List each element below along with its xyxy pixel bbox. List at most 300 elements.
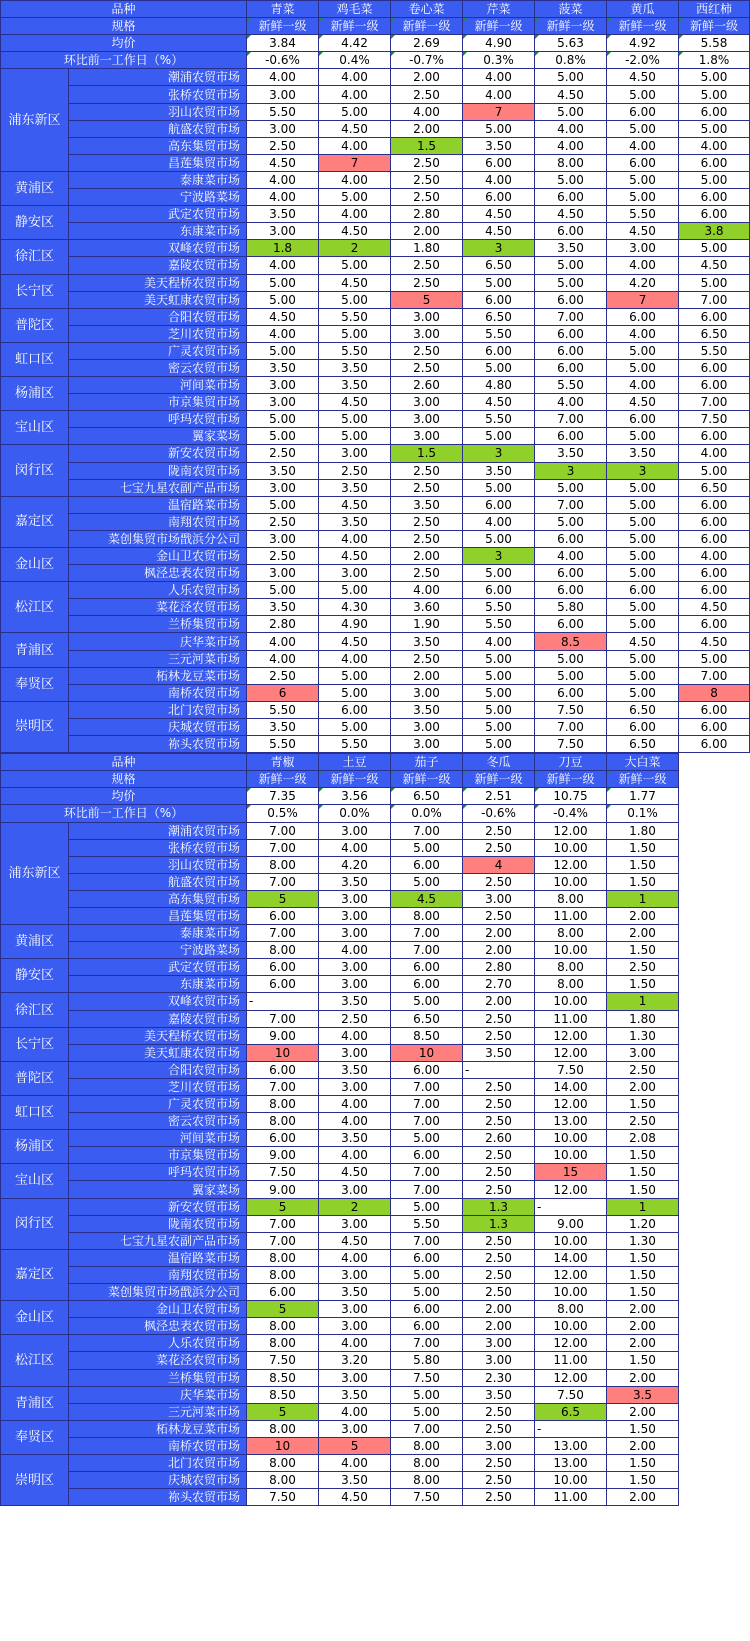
price-cell: 2.08 <box>607 1130 679 1147</box>
price-cell: 11.00 <box>535 1010 607 1027</box>
district-name: 松江区 <box>1 1335 69 1386</box>
market-name: 温宿路菜市场 <box>69 1249 247 1266</box>
price-cell: 2.50 <box>391 513 463 530</box>
price-cell-low: 1.5 <box>391 445 463 462</box>
price-cell: 1.50 <box>607 1164 679 1181</box>
price-cell: 2.70 <box>463 976 535 993</box>
district-name: 普陀区 <box>1 1061 69 1095</box>
market-name: 市京集贸市场 <box>69 394 247 411</box>
price-cell: 6.50 <box>679 479 750 496</box>
price-cell: 6.00 <box>535 582 607 599</box>
price-cell: 4.00 <box>535 394 607 411</box>
price-cell: 7.00 <box>391 925 463 942</box>
market-row <box>1 342 750 359</box>
price-cell: 3.00 <box>319 1420 391 1437</box>
price-cell-high: 6 <box>247 684 319 701</box>
price-cell: 4.80 <box>463 377 535 394</box>
price-cell: 3.00 <box>247 394 319 411</box>
market-row <box>1 377 750 394</box>
change-percent: -0.6% <box>247 52 319 69</box>
price-cell: 1.80 <box>391 240 463 257</box>
change-percent: 0.4% <box>319 52 391 69</box>
price-cell: 4.00 <box>535 120 607 137</box>
price-cell: 5.00 <box>535 69 607 86</box>
price-cell: 3.50 <box>463 1044 535 1061</box>
price-cell: 5.00 <box>463 684 535 701</box>
price-cell: 3.00 <box>247 86 319 103</box>
price-cell: 5.00 <box>607 565 679 582</box>
market-name: 嘉陵农贸市场 <box>69 257 247 274</box>
empty-cell <box>679 1181 750 1198</box>
empty-cell <box>679 1437 750 1454</box>
price-cell: 2.50 <box>607 959 679 976</box>
price-cell: 4.50 <box>319 1232 391 1249</box>
price-cell: 8.00 <box>247 1113 319 1130</box>
price-cell: 3.50 <box>463 137 535 154</box>
district-name: 虹口区 <box>1 1096 69 1130</box>
price-cell: 8.00 <box>247 1420 319 1437</box>
district-name: 浦东新区 <box>1 69 69 172</box>
district-name: 黄浦区 <box>1 925 69 959</box>
market-name: 芝川农贸市场 <box>69 325 247 342</box>
price-cell: 7.00 <box>391 1232 463 1249</box>
market-row <box>1 822 750 839</box>
price-cell: 2.00 <box>391 69 463 86</box>
price-cell: 2.50 <box>391 359 463 376</box>
district-name: 嘉定区 <box>1 1249 69 1300</box>
empty-cell <box>679 907 750 924</box>
market-row <box>1 565 750 582</box>
price-cell: 7.00 <box>391 1164 463 1181</box>
price-cell: 3.50 <box>247 599 319 616</box>
price-cell: 4.00 <box>247 171 319 188</box>
average-price: 4.42 <box>319 35 391 52</box>
variety-name: 菠菜 <box>535 1 607 18</box>
market-row <box>1 1044 750 1061</box>
price-cell: 5.00 <box>391 1403 463 1420</box>
price-cell: 11.00 <box>535 1352 607 1369</box>
price-cell: 3.50 <box>535 445 607 462</box>
price-cell: 3.00 <box>391 684 463 701</box>
market-name: 合阳农贸市场 <box>69 1061 247 1078</box>
price-cell: 8.00 <box>535 154 607 171</box>
price-cell-high: 10 <box>391 1044 463 1061</box>
market-name: 航盛农贸市场 <box>69 120 247 137</box>
market-row <box>1 1352 750 1369</box>
price-cell: 6.00 <box>247 907 319 924</box>
price-cell: 3.00 <box>247 565 319 582</box>
price-cell-high: 5 <box>391 291 463 308</box>
market-name: 南翔农贸市场 <box>69 1266 247 1283</box>
price-cell: 6.00 <box>247 959 319 976</box>
price-cell: 5.00 <box>607 530 679 547</box>
price-cell: 6.00 <box>679 582 750 599</box>
district-name: 长宁区 <box>1 274 69 308</box>
market-row <box>1 1420 750 1437</box>
market-row <box>1 1454 750 1471</box>
price-cell: 12.00 <box>535 1266 607 1283</box>
price-cell: 4.00 <box>535 137 607 154</box>
price-cell: 6.00 <box>679 565 750 582</box>
price-cell: 2.30 <box>463 1369 535 1386</box>
price-cell: 4.00 <box>247 257 319 274</box>
price-cell: 1.50 <box>607 873 679 890</box>
market-row <box>1 1113 750 1130</box>
price-cell: 5.00 <box>679 274 750 291</box>
price-cell: 5.00 <box>391 1130 463 1147</box>
price-cell: 4.00 <box>247 650 319 667</box>
price-cell-high: 7 <box>607 291 679 308</box>
price-cell: 5.00 <box>319 667 391 684</box>
price-cell: 6.00 <box>463 189 535 206</box>
price-cell: 3.50 <box>319 1472 391 1489</box>
price-cell: 1.50 <box>607 976 679 993</box>
market-name: 人乐农贸市场 <box>69 582 247 599</box>
price-cell: 4.00 <box>679 445 750 462</box>
price-cell: 4.20 <box>607 274 679 291</box>
market-row <box>1 479 750 496</box>
market-name: 宁波路菜场 <box>69 942 247 959</box>
price-cell: 8.00 <box>247 1096 319 1113</box>
price-cell: 6.00 <box>679 736 750 753</box>
spec-cell: 新鲜一级 <box>247 18 319 35</box>
price-cell: 9.00 <box>247 1147 319 1164</box>
market-row <box>1 496 750 513</box>
price-cell: 3.50 <box>247 462 319 479</box>
price-cell: 6.50 <box>463 257 535 274</box>
market-row <box>1 445 750 462</box>
district-name: 杨浦区 <box>1 1130 69 1164</box>
market-row <box>1 1181 750 1198</box>
price-cell: 10.00 <box>535 1147 607 1164</box>
price-cell: 3.00 <box>247 223 319 240</box>
market-name: 昌莲集贸市场 <box>69 907 247 924</box>
price-cell: 4.00 <box>319 1027 391 1044</box>
price-cell: 6.00 <box>463 582 535 599</box>
price-cell: 4.00 <box>463 69 535 86</box>
price-cell-low: 2 <box>319 1198 391 1215</box>
price-cell: 3.00 <box>319 907 391 924</box>
price-cell: 3.00 <box>319 565 391 582</box>
price-cell: 4.00 <box>247 325 319 342</box>
market-name: 高东集贸市场 <box>69 890 247 907</box>
price-cell: 5.00 <box>391 1198 463 1215</box>
price-cell-low: 3 <box>535 462 607 479</box>
price-cell: 2.00 <box>391 223 463 240</box>
price-cell: 5.50 <box>247 701 319 718</box>
empty-cell <box>679 890 750 907</box>
market-row <box>1 1130 750 1147</box>
price-cell: 7.50 <box>391 1489 463 1506</box>
price-cell: 7.00 <box>679 667 750 684</box>
market-row <box>1 69 750 86</box>
price-cell: 5.00 <box>535 171 607 188</box>
price-cell: 2.50 <box>247 137 319 154</box>
market-name: 市京集贸市场 <box>69 1147 247 1164</box>
price-cell: 8.00 <box>391 1437 463 1454</box>
price-cell: 4.90 <box>319 616 391 633</box>
spec-cell: 新鲜一级 <box>535 771 607 788</box>
market-row <box>1 1147 750 1164</box>
price-cell-low: 1.5 <box>391 137 463 154</box>
price-cell: 4.50 <box>679 633 750 650</box>
average-row-label: 均价 <box>1 35 247 52</box>
price-cell: 3.50 <box>391 633 463 650</box>
price-cell: 7.00 <box>391 822 463 839</box>
empty-cell <box>679 1113 750 1130</box>
district-name: 崇明区 <box>1 701 69 752</box>
price-cell: 5.00 <box>607 650 679 667</box>
market-name: 武定农贸市场 <box>69 206 247 223</box>
price-cell: 2.50 <box>463 1027 535 1044</box>
price-cell: 2.50 <box>391 462 463 479</box>
price-cell: 8.00 <box>535 890 607 907</box>
price-cell: 1.50 <box>607 1249 679 1266</box>
average-price: 1.77 <box>607 788 679 805</box>
empty-cell <box>679 1266 750 1283</box>
market-row <box>1 684 750 701</box>
price-cell: 6.50 <box>679 325 750 342</box>
market-row <box>1 856 750 873</box>
price-cell: 8.00 <box>391 1454 463 1471</box>
price-cell: 4.30 <box>319 599 391 616</box>
district-name: 闵行区 <box>1 445 69 496</box>
market-name: 北门农贸市场 <box>69 1454 247 1471</box>
price-cell: 5.00 <box>319 411 391 428</box>
price-cell: 10.00 <box>535 993 607 1010</box>
price-cell: 6.00 <box>535 359 607 376</box>
price-cell: 1.50 <box>607 942 679 959</box>
average-price: 4.90 <box>463 35 535 52</box>
variety-name: 鸡毛菜 <box>319 1 391 18</box>
average-price: 4.92 <box>607 35 679 52</box>
market-name: 南翔农贸市场 <box>69 513 247 530</box>
spec-row-label: 规格 <box>1 771 247 788</box>
price-cell: 7.00 <box>391 942 463 959</box>
price-cell: 3.00 <box>391 394 463 411</box>
price-cell: 2.50 <box>463 1489 535 1506</box>
price-cell: 6.00 <box>535 189 607 206</box>
price-cell: 2.00 <box>391 667 463 684</box>
price-cell: 2.00 <box>463 925 535 942</box>
price-cell: 4.50 <box>247 154 319 171</box>
price-cell: 1.80 <box>607 822 679 839</box>
market-name: 高东集贸市场 <box>69 137 247 154</box>
market-row <box>1 462 750 479</box>
price-cell: 5.00 <box>319 684 391 701</box>
price-cell: 5.00 <box>607 120 679 137</box>
price-cell-low: 5 <box>247 890 319 907</box>
spec-cell: 新鲜一级 <box>463 771 535 788</box>
price-cell: 7.00 <box>391 1096 463 1113</box>
empty-cell <box>679 959 750 976</box>
empty-cell <box>679 993 750 1010</box>
price-cell: 5.00 <box>319 325 391 342</box>
price-cell: 6.00 <box>463 342 535 359</box>
price-cell: 3.50 <box>391 701 463 718</box>
price-cell: 4.50 <box>319 274 391 291</box>
empty-cell <box>679 754 750 771</box>
spec-row <box>1 771 750 788</box>
market-row <box>1 1010 750 1027</box>
price-cell: 6.00 <box>679 377 750 394</box>
price-cell: 8.00 <box>247 856 319 873</box>
price-cell: 5.00 <box>247 428 319 445</box>
market-row <box>1 1489 750 1506</box>
price-cell: 5.00 <box>463 701 535 718</box>
price-cell: 3.50 <box>319 1061 391 1078</box>
price-cell: 5.00 <box>463 274 535 291</box>
market-row <box>1 1249 750 1266</box>
price-cell: 2.50 <box>391 565 463 582</box>
spec-cell: 新鲜一级 <box>463 18 535 35</box>
price-cell: 12.00 <box>535 1181 607 1198</box>
price-cell: 5.50 <box>247 103 319 120</box>
price-cell: 3.50 <box>319 359 391 376</box>
price-cell: 10.00 <box>535 942 607 959</box>
price-cell: 1.50 <box>607 839 679 856</box>
average-row <box>1 788 750 805</box>
variety-name: 茄子 <box>391 754 463 771</box>
market-name: 南桥农贸市场 <box>69 1437 247 1454</box>
market-name: 美天程桥农贸市场 <box>69 274 247 291</box>
price-cell-low: 2 <box>319 240 391 257</box>
empty-cell <box>679 1010 750 1027</box>
price-cell: 6.00 <box>679 616 750 633</box>
price-cell: 2.50 <box>319 462 391 479</box>
price-cell: 4.00 <box>607 325 679 342</box>
change-percent: 0.8% <box>535 52 607 69</box>
price-cell: 6.00 <box>247 1130 319 1147</box>
price-cell: 1.50 <box>607 1352 679 1369</box>
price-cell: 3.50 <box>535 240 607 257</box>
price-cell: 2.60 <box>391 377 463 394</box>
price-cell: 7.50 <box>679 411 750 428</box>
price-cell: 5.00 <box>319 257 391 274</box>
market-row <box>1 736 750 753</box>
price-cell: 5.00 <box>391 873 463 890</box>
price-cell: 5.00 <box>247 291 319 308</box>
price-cell: 2.00 <box>463 1318 535 1335</box>
price-cell: 3.00 <box>319 959 391 976</box>
price-cell: 6.00 <box>535 223 607 240</box>
market-name: 庆城农贸市场 <box>69 1472 247 1489</box>
price-cell: 2.00 <box>607 907 679 924</box>
price-cell: 5.00 <box>607 616 679 633</box>
price-cell: 4.50 <box>535 86 607 103</box>
price-cell: 4.00 <box>319 650 391 667</box>
price-cell: 4.50 <box>247 308 319 325</box>
price-cell: 6.00 <box>391 976 463 993</box>
price-cell: 7.50 <box>535 1386 607 1403</box>
variety-name: 黄瓜 <box>607 1 679 18</box>
spec-cell: 新鲜一级 <box>247 771 319 788</box>
price-cell: 8.00 <box>247 1318 319 1335</box>
market-row <box>1 907 750 924</box>
price-cell: 5.00 <box>535 650 607 667</box>
price-cell: 5.00 <box>679 462 750 479</box>
price-cell: 7.50 <box>391 1369 463 1386</box>
price-cell: 4.00 <box>319 1096 391 1113</box>
price-cell: 13.00 <box>535 1437 607 1454</box>
price-cell: 6.00 <box>607 308 679 325</box>
price-cell: 8.00 <box>247 942 319 959</box>
market-name: 张桥农贸市场 <box>69 86 247 103</box>
price-cell: 4.00 <box>391 103 463 120</box>
price-cell: 4.00 <box>247 189 319 206</box>
market-row <box>1 1284 750 1301</box>
price-cell: 5.80 <box>535 599 607 616</box>
price-cell: 6.00 <box>391 1061 463 1078</box>
district-name: 徐汇区 <box>1 993 69 1027</box>
variety-header-row <box>1 1 750 18</box>
price-cell: 12.00 <box>535 1096 607 1113</box>
market-name: 枫泾忠表农贸市场 <box>69 1318 247 1335</box>
market-row <box>1 359 750 376</box>
price-cell: 10.00 <box>535 1472 607 1489</box>
price-cell: 2.50 <box>463 1147 535 1164</box>
average-row-label: 均价 <box>1 788 247 805</box>
market-name: 双峰农贸市场 <box>69 240 247 257</box>
market-row <box>1 839 750 856</box>
average-price: 6.50 <box>391 788 463 805</box>
price-cell: 2.80 <box>463 959 535 976</box>
price-cell: 2.00 <box>607 1078 679 1095</box>
price-cell: 2.50 <box>391 171 463 188</box>
price-cell: 6.00 <box>463 496 535 513</box>
market-name: 宁波路菜场 <box>69 189 247 206</box>
price-cell: 2.50 <box>463 873 535 890</box>
price-cell: 10.00 <box>535 1318 607 1335</box>
price-cell: 4.50 <box>607 633 679 650</box>
price-cell: 5.00 <box>319 189 391 206</box>
price-cell: 3.00 <box>391 718 463 735</box>
empty-cell <box>679 1232 750 1249</box>
price-cell: 5.00 <box>679 171 750 188</box>
price-cell-low: 3 <box>463 240 535 257</box>
price-cell: 8.00 <box>247 1266 319 1283</box>
market-row <box>1 1301 750 1318</box>
district-name: 青浦区 <box>1 1386 69 1420</box>
empty-cell <box>679 1215 750 1232</box>
average-price: 5.63 <box>535 35 607 52</box>
price-cell: 7.00 <box>247 839 319 856</box>
variety-name: 大白菜 <box>607 754 679 771</box>
price-cell: 2.50 <box>463 839 535 856</box>
price-cell: 7.00 <box>535 308 607 325</box>
price-cell: 2.50 <box>463 1266 535 1283</box>
price-cell: 4.50 <box>607 394 679 411</box>
price-cell: 4.50 <box>319 1164 391 1181</box>
price-cell: 2.50 <box>463 1164 535 1181</box>
price-table-1 <box>0 0 750 753</box>
variety-name: 西红柿 <box>679 1 750 18</box>
price-cell: 4.00 <box>319 1403 391 1420</box>
price-cell: 5.00 <box>535 479 607 496</box>
change-percent: 0.0% <box>319 805 391 822</box>
price-cell: 7.50 <box>247 1352 319 1369</box>
market-row <box>1 959 750 976</box>
price-cell: 5.00 <box>391 1266 463 1283</box>
price-cell-low: 3.8 <box>679 223 750 240</box>
market-row <box>1 428 750 445</box>
price-cell: 3.00 <box>319 1301 391 1318</box>
market-row <box>1 890 750 907</box>
price-cell: 3.00 <box>247 377 319 394</box>
empty-cell <box>679 1301 750 1318</box>
price-cell: 8.50 <box>247 1369 319 1386</box>
market-name: 翼家菜场 <box>69 428 247 445</box>
